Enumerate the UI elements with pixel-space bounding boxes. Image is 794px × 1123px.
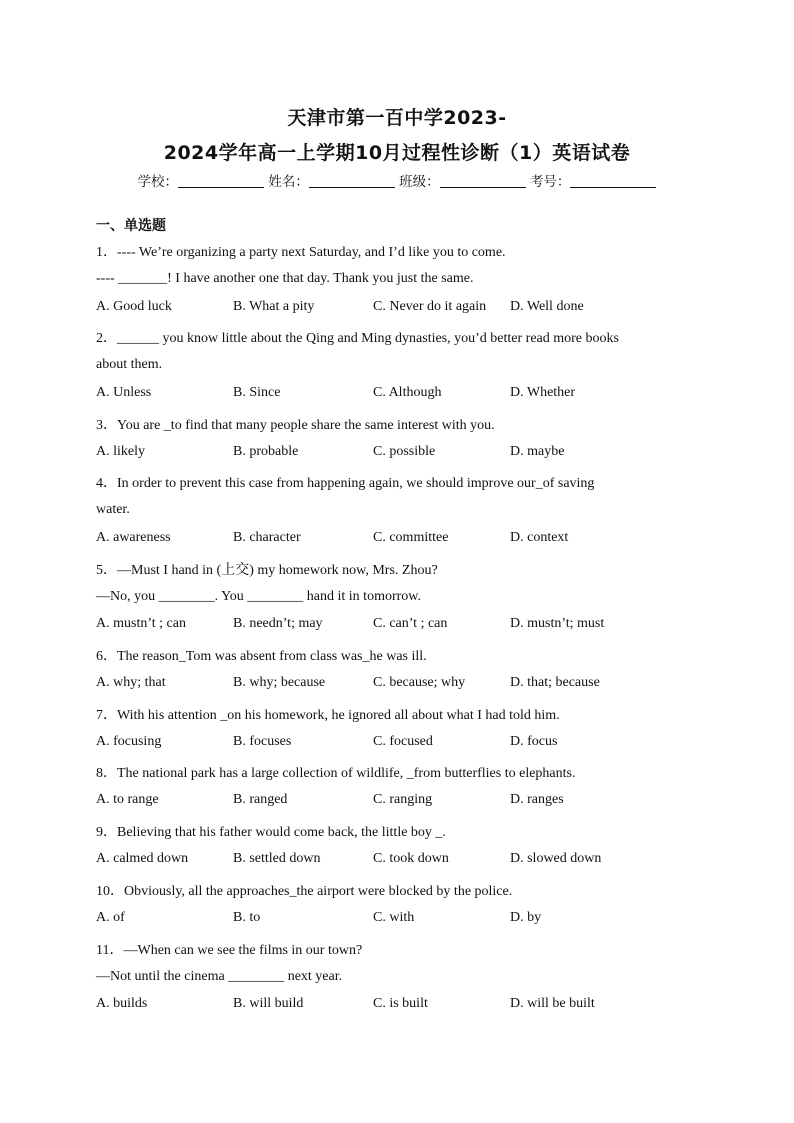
option-c: C. can’t ; can: [373, 616, 448, 631]
question-11-options: [96, 996, 716, 1016]
question-8-line-1: 8．The national park has a large collection of wildlife, _from butterflies to elephants.: [96, 766, 576, 781]
question-4-line-2: water.: [96, 502, 130, 517]
question-10-options: [96, 910, 716, 930]
exam-number-blank: [570, 174, 656, 188]
question-11-line-1: 11．—When can we see the films in our town?: [96, 943, 363, 958]
question-1-options: [96, 299, 716, 319]
question-3-line-1: 3．You are _to find that many people share the same interest with you.: [96, 418, 495, 433]
question-1-line-2: ---- _______! I have another one that day. Thank you just the same.: [96, 271, 474, 286]
option-b: B. to: [233, 910, 261, 925]
option-a: A. to range: [96, 792, 159, 807]
exam-title-line-2: 2024学年高一上学期10月过程性诊断（1）英语试卷: [163, 142, 631, 164]
question-4-options: [96, 530, 716, 550]
option-c: C. ranging: [373, 792, 433, 807]
option-a: A. mustn’t ; can: [96, 616, 186, 631]
option-c: C. because; why: [373, 675, 466, 690]
option-a: A. likely: [96, 444, 145, 459]
option-d: D. ranges: [510, 792, 564, 807]
exam-number-label: 考号：: [529, 174, 571, 190]
school-blank: [178, 174, 264, 188]
name-blank: [309, 174, 395, 188]
question-7-line-1: 7．With his attention _on his homework, he ignored all about what I had told him.: [96, 708, 560, 723]
option-b: B. What a pity: [233, 299, 315, 314]
option-c: C. focused: [373, 734, 433, 749]
option-a: A. builds: [96, 996, 148, 1011]
option-a: A. Unless: [96, 385, 152, 400]
option-b: B. settled down: [233, 851, 321, 866]
student-info-row: [0, 170, 794, 190]
option-d: D. context: [510, 530, 569, 545]
question-9-options: [96, 851, 716, 871]
option-d: D. focus: [510, 734, 558, 749]
option-a: A. Good luck: [96, 299, 172, 314]
question-5-line-1: 5．—Must I hand in (上交) my homework now, Mrs. Zhou?: [96, 563, 438, 578]
option-a: A. focusing: [96, 734, 162, 749]
question-6-options: [96, 675, 716, 695]
question-10-line-1: 10．Obviously, all the approaches_the airport were blocked by the police.: [96, 884, 513, 899]
question-4-line-1: 4．In order to prevent this case from happening again, we should improve our_of saving: [96, 476, 595, 491]
option-d: D. that; because: [510, 675, 600, 690]
option-a: A. why; that: [96, 675, 166, 690]
option-b: B. Since: [233, 385, 281, 400]
question-2-options: [96, 385, 716, 405]
question-9-line-1: 9．Believing that his father would come back, the little boy _.: [96, 825, 446, 840]
question-6-line-1: 6．The reason_Tom was absent from class was_he was ill.: [96, 649, 427, 664]
option-b: B. needn’t; may: [233, 616, 323, 631]
question-3-options: [96, 444, 716, 464]
option-b: B. focuses: [233, 734, 292, 749]
class-label: 班级：: [399, 174, 440, 190]
section-title: 一、单选题: [96, 218, 166, 234]
option-d: D. Well done: [510, 299, 584, 314]
option-d: D. slowed down: [510, 851, 602, 866]
option-c: C. with: [373, 910, 415, 925]
option-c: C. Never do it again: [373, 299, 487, 314]
name-label: 姓名：: [268, 174, 309, 190]
option-c: C. Although: [373, 385, 442, 400]
option-c: C. possible: [373, 444, 436, 459]
option-d: D. mustn’t; must: [510, 616, 605, 631]
option-b: B. probable: [233, 444, 299, 459]
question-5-options: [96, 616, 716, 636]
option-b: B. character: [233, 530, 301, 545]
option-a: A. calmed down: [96, 851, 189, 866]
option-d: D. Whether: [510, 385, 576, 400]
option-b: B. why; because: [233, 675, 326, 690]
school-label: 学校：: [137, 174, 179, 190]
question-2-line-1: 2．______ you know little about the Qing and Ming dynasties, you’d better read more books: [96, 331, 619, 346]
exam-title-line-1: 天津市第一百中学2023-: [287, 107, 507, 129]
option-c: C. is built: [373, 996, 428, 1011]
question-11-line-2: —Not until the cinema ________ next year.: [96, 969, 343, 984]
option-b: B. will build: [233, 996, 304, 1011]
option-b: B. ranged: [233, 792, 288, 807]
question-2-line-2: about them.: [96, 357, 163, 372]
class-blank: [440, 174, 526, 188]
option-c: C. took down: [373, 851, 449, 866]
option-a: A. of: [96, 910, 125, 925]
option-d: D. will be built: [510, 996, 595, 1011]
option-c: C. committee: [373, 530, 449, 545]
question-8-options: [96, 792, 716, 812]
question-5-line-2: —No, you ________. You ________ hand it in tomorrow.: [96, 589, 421, 604]
question-1-line-1: 1．---- We’re organizing a party next Saturday, and I’d like you to come.: [96, 245, 506, 260]
option-d: D. by: [510, 910, 542, 925]
option-a: A. awareness: [96, 530, 171, 545]
question-7-options: [96, 734, 716, 754]
option-d: D. maybe: [510, 444, 565, 459]
